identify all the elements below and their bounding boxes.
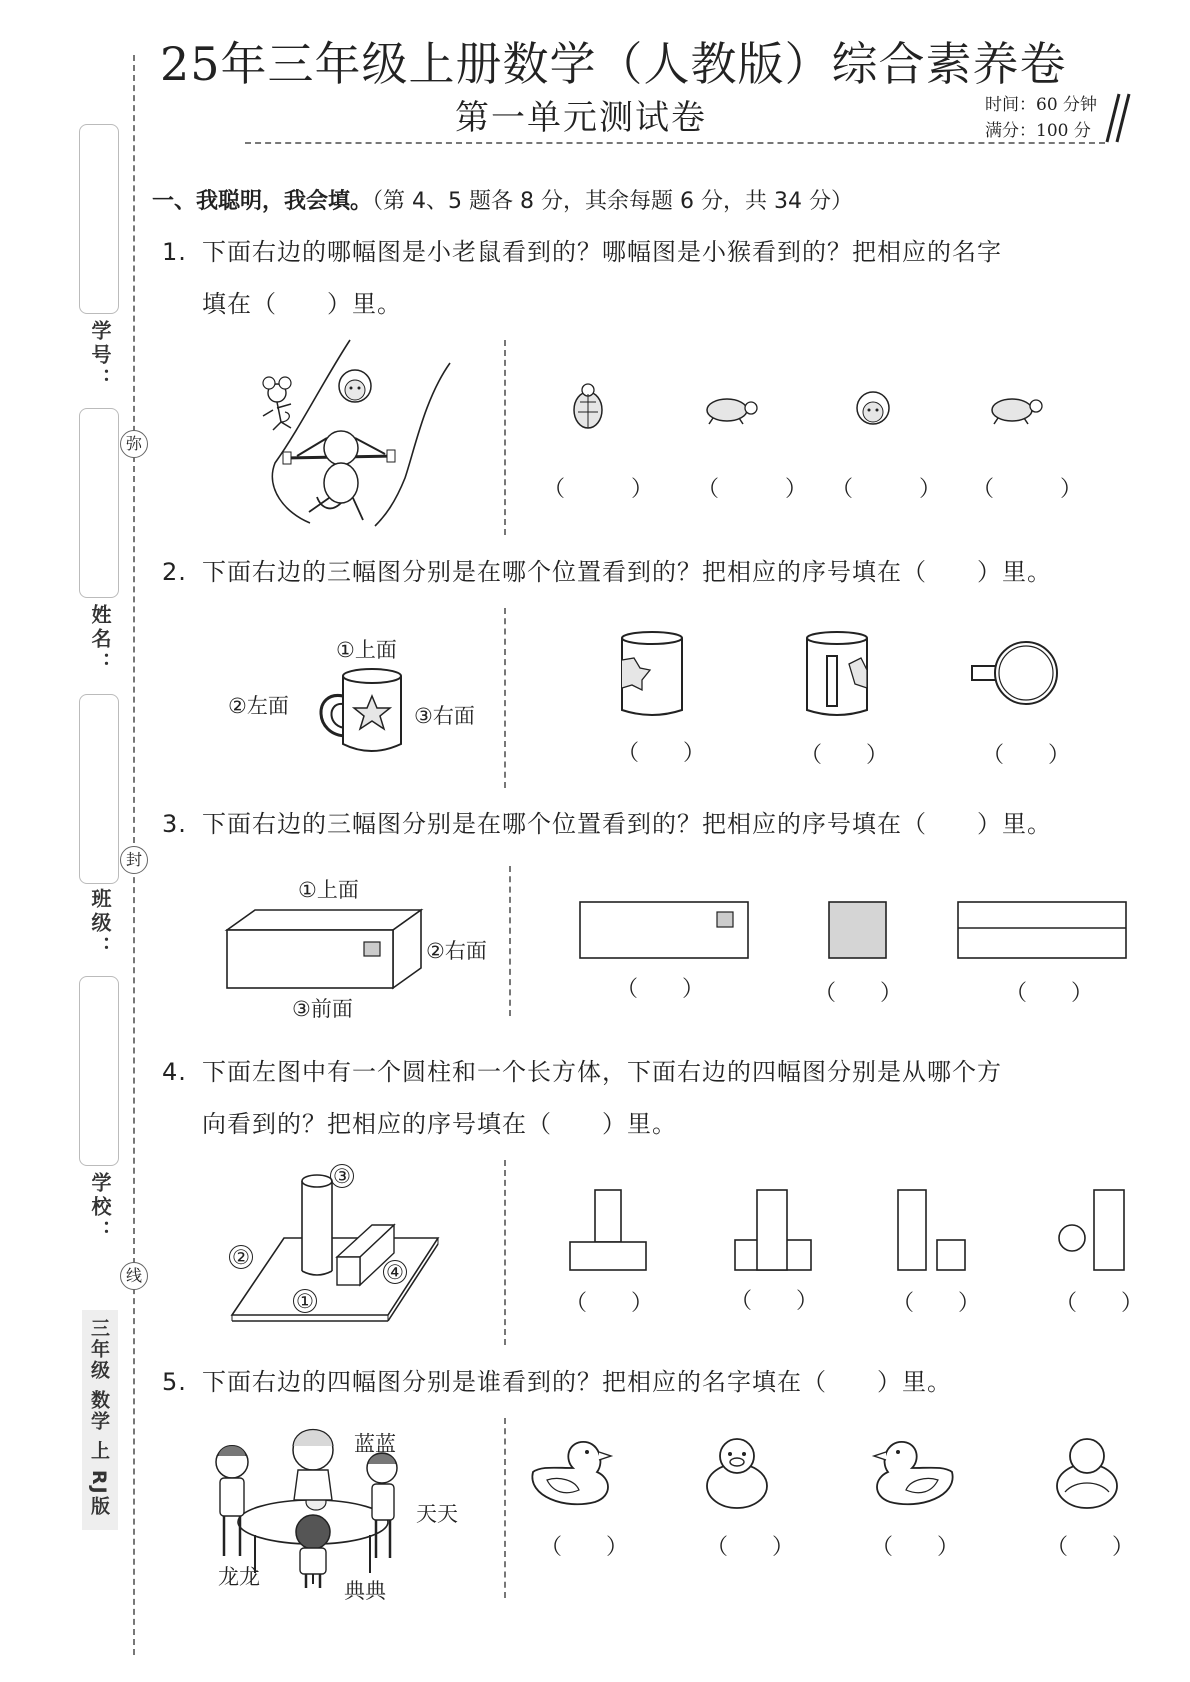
- q3-divider: [509, 866, 511, 1016]
- child-lanlan: [293, 1430, 333, 1501]
- mug-view-top: [972, 642, 1057, 704]
- section-note: （第 4、5 题各 8 分，其余每题 6 分，共 34 分）: [372, 189, 853, 214]
- q3-label-right: ②右面: [426, 939, 487, 963]
- question-2: [162, 546, 1142, 598]
- view-cylinder-beside-box: [898, 1190, 965, 1270]
- name-longlong: 龙龙: [218, 1565, 260, 1589]
- question-5-number: 5.: [162, 1368, 187, 1396]
- q3-blank-1[interactable]: （ ）: [616, 977, 705, 1002]
- question-4: [162, 1046, 1142, 1150]
- q3-blank-2[interactable]: （ ）: [814, 981, 903, 1006]
- class-label: 班级：: [88, 888, 112, 960]
- question-3-number: 3.: [162, 810, 187, 838]
- question-1-number: 1.: [162, 238, 187, 266]
- q4-marker-1-text: ①: [296, 1289, 314, 1313]
- question-4-line1: 下面左图中有一个圆柱和一个长方体，下面右边的四幅图分别是从哪个方: [202, 1058, 1002, 1086]
- question-4-line2: 向看到的？把相应的序号填在（ ）里。: [202, 1110, 677, 1138]
- box-illustration: [225, 908, 425, 993]
- q4-marker-4-text: ④: [386, 1260, 404, 1284]
- school-box[interactable]: [79, 976, 119, 1166]
- view-cylinder-over-box: [570, 1190, 646, 1270]
- question-3: [162, 798, 1142, 850]
- mouse-monkey-scene: [255, 338, 460, 528]
- q5-blank-1[interactable]: （ ）: [540, 1535, 629, 1560]
- q1-blank-1[interactable]: （ ）: [543, 477, 654, 502]
- box-top-view: [958, 902, 1126, 958]
- question-1-line1: 下面右边的哪幅图是小老鼠看到的？哪幅图是小猴看到的？把相应的名字: [202, 238, 1002, 266]
- monkey-on-bar: [283, 431, 395, 520]
- q1-divider: [504, 340, 506, 535]
- seal-char-mi: 弥: [120, 430, 148, 458]
- q4-blank-3[interactable]: （ ）: [892, 1291, 981, 1316]
- q3-blank-3[interactable]: （ ）: [1005, 981, 1094, 1006]
- view-circle-and-box: [1059, 1190, 1124, 1270]
- q4-marker-2-text: ②: [232, 1245, 250, 1269]
- student-id-label: 学号：: [88, 320, 112, 392]
- duck-front-view-icon: [707, 1439, 767, 1508]
- name-tiantian: 天天: [416, 1502, 458, 1526]
- turtle-front-view-icon: [574, 384, 602, 428]
- q1-blank-3[interactable]: （ ）: [831, 477, 942, 502]
- question-2-text: 下面右边的三幅图分别是在哪个位置看到的？把相应的序号填在（ ）里。: [202, 558, 1052, 586]
- question-1: [162, 226, 1142, 330]
- title-slash-mark: [1105, 92, 1135, 144]
- q5-blank-4[interactable]: （ ）: [1046, 1535, 1135, 1560]
- q1-blank-2[interactable]: （ ）: [697, 477, 808, 502]
- q1-view-images: [565, 380, 1055, 440]
- question-1-line2: 填在（ ）里。: [202, 290, 402, 318]
- q1-blank-4[interactable]: （ ）: [972, 477, 1083, 502]
- q2-divider: [504, 608, 506, 788]
- q2-blank-3[interactable]: （ ）: [982, 743, 1071, 768]
- unit-subtitle: 第一单元测试卷: [455, 98, 707, 138]
- question-2-number: 2.: [162, 558, 187, 586]
- section-title: 一、我聪明，我会填。: [152, 189, 373, 214]
- child-tiantian: [367, 1453, 397, 1558]
- turtle-side-view-icon: [707, 399, 757, 424]
- header-divider: [245, 142, 1105, 144]
- name-diandian: 典典: [344, 1579, 386, 1603]
- view-cylinder-between-box: [735, 1190, 811, 1270]
- seal-char-feng: 封: [120, 846, 148, 874]
- q2-label-top: ①上面: [336, 638, 397, 662]
- name-box[interactable]: [79, 408, 119, 598]
- child-longlong: [216, 1446, 248, 1557]
- box-side-view: [829, 902, 886, 958]
- q4-marker-3-text: ③: [333, 1164, 351, 1188]
- duck-side-view-left-icon: [874, 1442, 953, 1504]
- q2-blank-2[interactable]: （ ）: [800, 743, 889, 768]
- question-5-text: 下面右边的四幅图分别是谁看到的？把相应的名字填在（ ）里。: [202, 1368, 952, 1396]
- section-heading: [152, 184, 853, 215]
- q4-marker-4: [383, 1260, 407, 1284]
- full-score: 满分：100 分: [985, 121, 1091, 141]
- page-title: 25年三年级上册数学（人教版）综合素养卷: [160, 37, 1067, 91]
- time-limit: 时间：60 分钟: [985, 95, 1098, 115]
- monkey-head-small: [339, 370, 371, 402]
- question-3-text: 下面右边的三幅图分别是在哪个位置看到的？把相应的序号填在（ ）里。: [202, 810, 1052, 838]
- name-lanlan: 蓝蓝: [354, 1432, 396, 1456]
- q4-view-images: [568, 1188, 1138, 1272]
- seal-char-xian: 线: [120, 1262, 148, 1290]
- name-label: 姓名：: [88, 604, 112, 676]
- duck-side-view-right-icon: [532, 1442, 611, 1504]
- box-front-view: [580, 902, 748, 958]
- q2-label-right: ③右面: [414, 704, 475, 728]
- mug-illustration: [315, 666, 415, 756]
- turtle-side-view-icon-2: [992, 399, 1042, 424]
- q5-divider: [504, 1418, 506, 1598]
- q4-divider: [504, 1160, 506, 1345]
- book-label: 三年级 数学 上 RJ版: [88, 1318, 110, 1517]
- q3-label-front: ③前面: [292, 997, 353, 1021]
- q2-view-images: [620, 630, 1070, 720]
- exam-meta: [985, 92, 1097, 144]
- question-4-number: 4.: [162, 1058, 187, 1086]
- q4-blank-2[interactable]: （ ）: [730, 1289, 819, 1314]
- student-id-box[interactable]: [79, 124, 119, 314]
- q5-duck-views: [525, 1436, 1125, 1512]
- question-5: [162, 1356, 1142, 1408]
- q5-blank-3[interactable]: （ ）: [871, 1535, 960, 1560]
- q4-marker-2: [229, 1245, 253, 1269]
- q4-marker-3: [330, 1164, 354, 1188]
- q4-marker-1: [293, 1289, 317, 1313]
- q2-blank-1[interactable]: （ ）: [617, 741, 706, 766]
- q3-label-top: ①上面: [298, 878, 359, 902]
- duck-back-view-icon: [1057, 1439, 1117, 1508]
- mouse-figure: [263, 377, 291, 430]
- q5-blank-2[interactable]: （ ）: [706, 1535, 795, 1560]
- mug-view-a: [622, 632, 682, 715]
- q4-blank-4[interactable]: （ ）: [1055, 1291, 1144, 1316]
- q3-view-images: [578, 900, 1128, 962]
- monkey-face-icon: [857, 392, 889, 424]
- q2-label-left: ②左面: [228, 694, 289, 718]
- mug-view-b: [807, 632, 867, 715]
- cylinder-shape: [302, 1175, 332, 1275]
- school-label: 学校：: [88, 1172, 112, 1244]
- q4-blank-1[interactable]: （ ）: [565, 1291, 654, 1316]
- class-box[interactable]: [79, 694, 119, 884]
